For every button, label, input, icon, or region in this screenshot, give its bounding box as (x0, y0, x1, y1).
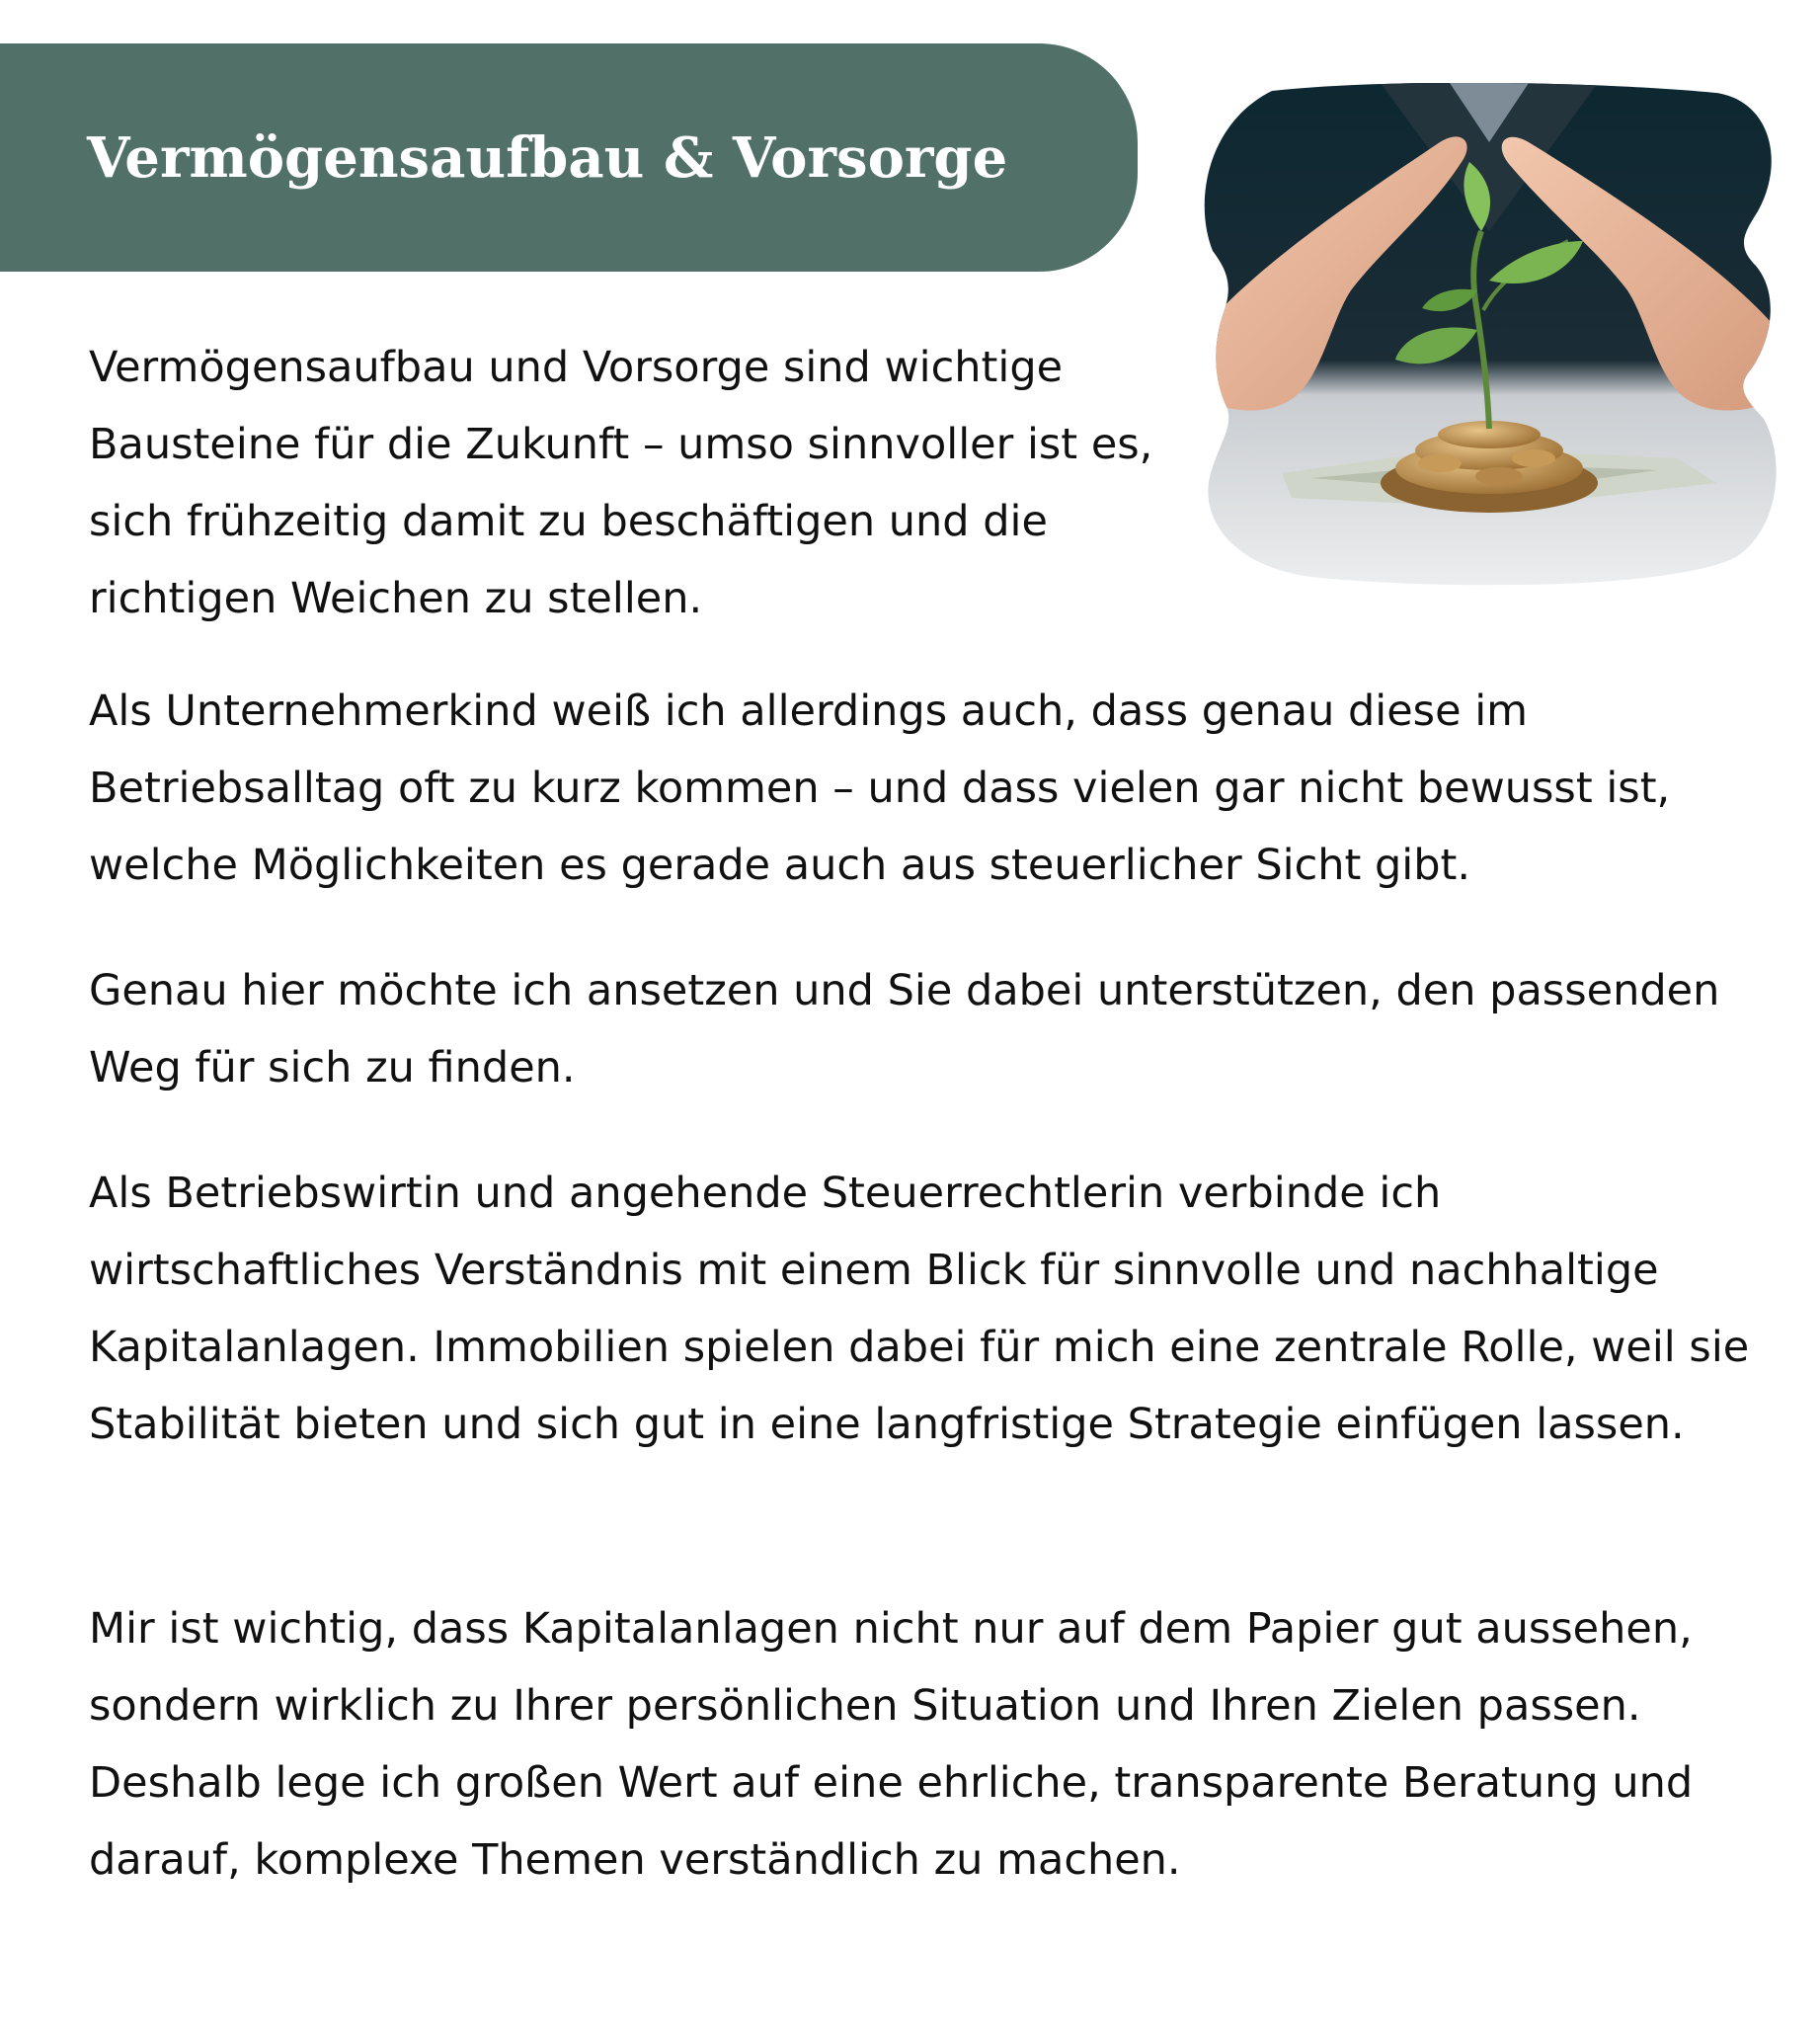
paragraph-support: Genau hier möchte ich ansetzen und Sie dabei unterstützen, den passenden Weg für sich zu finden. (89, 966, 1720, 1092)
intro-paragraph: Vermögensaufbau und Vorsorge sind wichtige Bausteine für die Zukunft – umso sinnvoller ist es, sich frühzeitig damit zu beschäftigen und die richtigen Weichen zu stellen. (89, 343, 1153, 623)
paragraph-values: Mir ist wichtig, dass Kapitalanlagen nicht nur auf dem Papier gut aussehen, sondern wirklich zu Ihrer persönlichen Situation und Ihren Zielen passen. Deshalb lege ich großen Wert auf eine ehrliche, transparente Beratung und darauf, komplexe Themen verständlich zu machen. (89, 1604, 1694, 1885)
hands-plant-coins-illustration (1203, 83, 1778, 587)
page-title: Vermögensaufbau & Vorsorge (87, 124, 1008, 191)
paragraph-qualification: Als Betriebswirtin und angehende Steuerrechtlerin verbinde ich wirtschaftliches Verständnis mit einem Blick für sinnvolle und nachhaltige Kapitalanlagen. Immobilien spielen dabei für mich eine zentrale Rolle, weil sie Stabilität bieten und sich gut in eine langfristige Strategie einfügen lassen. (89, 1169, 1750, 1449)
title-banner (0, 43, 1138, 272)
hero-image (1203, 83, 1778, 587)
paragraph-entrepreneur-child: Als Unternehmerkind weiß ich allerdings auch, dass genau diese im Betriebsalltag oft zu kurz kommen – und dass vielen gar nicht bewusst ist, welche Möglichkeiten es gerade auch aus steuerlicher Sicht gibt. (89, 687, 1671, 890)
